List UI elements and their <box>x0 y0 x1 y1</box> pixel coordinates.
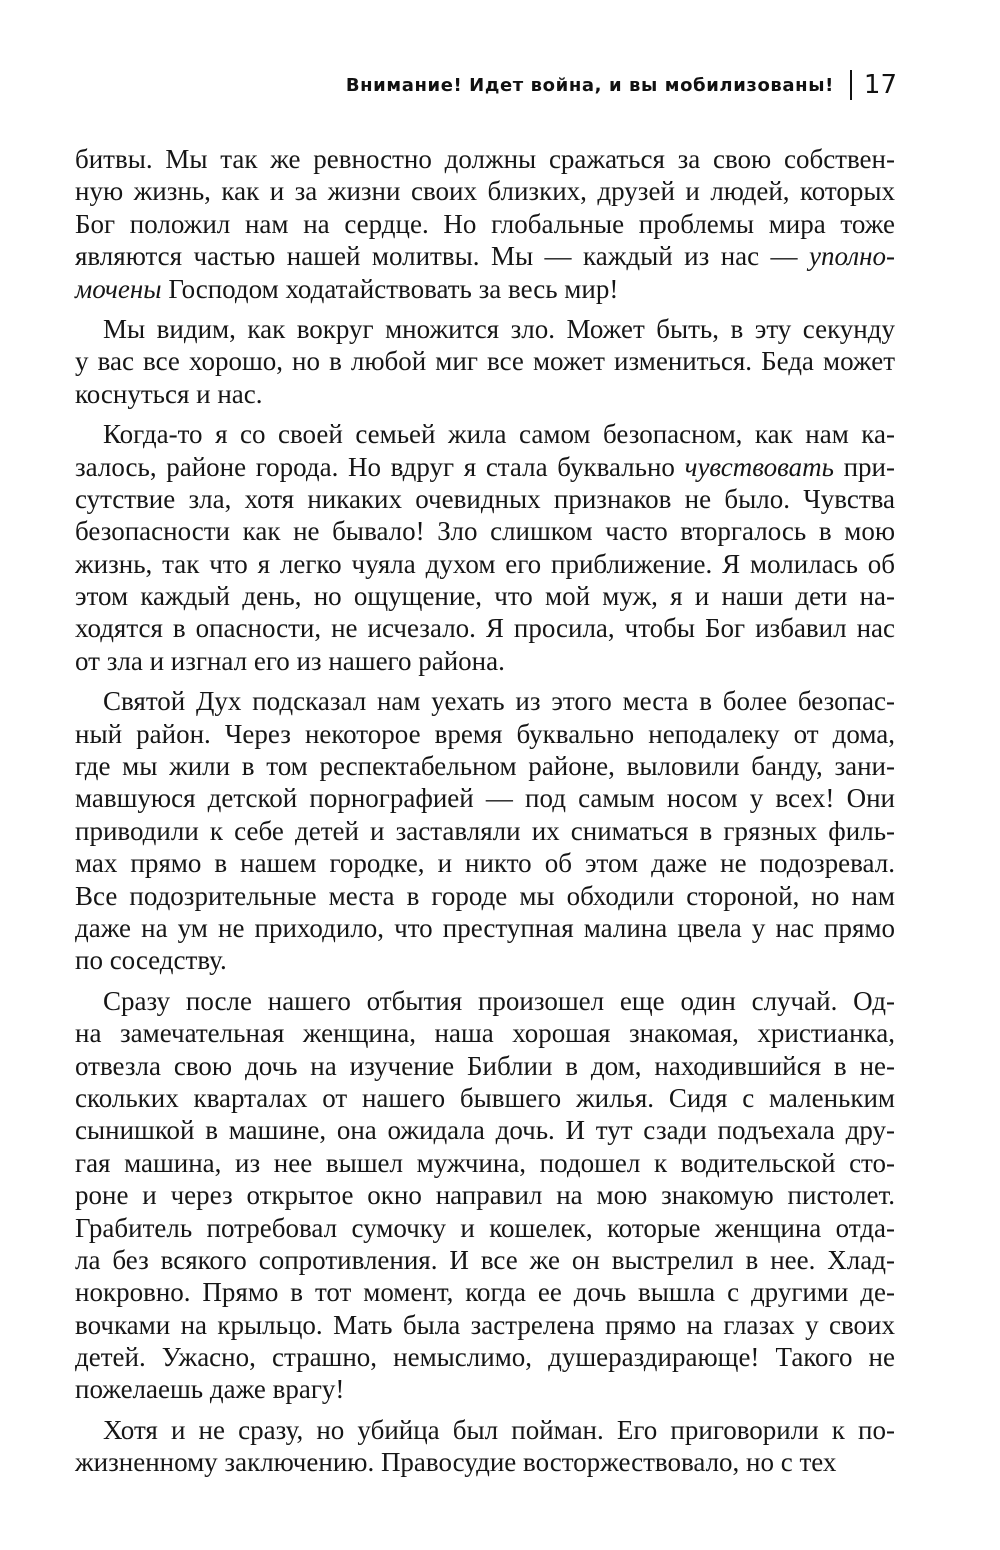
paragraph-gap <box>75 677 895 685</box>
text-line <box>75 1050 895 1082</box>
text-line <box>75 750 895 782</box>
text-line <box>75 815 895 847</box>
text-line <box>75 451 895 483</box>
page-number: 17 <box>863 70 897 100</box>
text-run: Хотя и не сразу, но убийца был пойман. Его приговорили к по- <box>103 1414 895 1445</box>
paragraph-gap <box>75 305 895 313</box>
text-line <box>75 782 895 814</box>
paragraph-gap <box>75 977 895 985</box>
text-run: Мы видим, как вокруг множится зло. Может быть, в эту секунду <box>103 313 895 344</box>
text-line <box>75 1309 895 1341</box>
text-run: даже на ум не приходило, что преступная малина цвела у нас прямо <box>75 912 895 943</box>
running-title: Внимание! Идет война, и вы мобилизованы! <box>345 74 834 96</box>
text-run: битвы. Мы так же ревностно должны сражаться за свою собствен- <box>75 144 895 174</box>
text-line <box>75 1114 895 1146</box>
text-line <box>75 143 895 175</box>
text-line <box>75 273 895 305</box>
paragraph <box>75 418 895 677</box>
text-run: ный район. Через некоторое время буквально неподалеку от дома, <box>75 718 895 749</box>
text-line <box>75 580 895 612</box>
text-run: приводили к себе детей и заставляли их сниматься в грязных филь- <box>75 815 895 846</box>
text-line <box>75 1373 895 1405</box>
text-line <box>75 515 895 547</box>
text-run: Грабитель потребовал сумочку и кошелек, которые женщина отда- <box>75 1212 895 1243</box>
text-run: по соседству. <box>75 945 227 976</box>
paragraph <box>75 143 895 305</box>
italic-run: чувствовать <box>684 451 834 482</box>
text-line <box>75 1244 895 1276</box>
text-line <box>75 612 895 644</box>
text-line <box>75 1341 895 1373</box>
text-line <box>75 912 895 944</box>
text-line <box>75 548 895 580</box>
paragraph-gap <box>75 1406 895 1414</box>
text-run: нокровно. Прямо в тот момент, когда ее дочь вышла с другими де- <box>75 1277 895 1308</box>
text-line <box>75 1414 895 1446</box>
text-line <box>75 345 895 377</box>
text-line <box>75 1179 895 1211</box>
text-run: жизненному заключению. Правосудие восторжествовало, но с тех <box>75 1447 837 1478</box>
text-run: вочками на крыльцо. Мать была застрелена прямо на глазах у своих <box>75 1309 895 1340</box>
paragraph <box>75 313 895 410</box>
text-run: пожелаешь даже врагу! <box>75 1374 345 1405</box>
text-run: коснуться и нас. <box>75 378 263 409</box>
paragraph-gap <box>75 410 895 418</box>
text-run: залось, районе города. Но вдруг я стала буквально <box>75 451 685 482</box>
text-run: у вас все хорошо, но в любой миг все может измениться. Беда может <box>75 346 895 377</box>
text-run: гая машина, из нее вышел мужчина, подошел к водительской сто- <box>75 1147 895 1178</box>
text-line <box>75 240 895 272</box>
text-line <box>75 483 895 515</box>
text-line <box>75 1276 895 1308</box>
text-run: жизнь, так что я легко чуяла духом его приближение. Я молилась об <box>75 548 895 579</box>
text-line <box>75 1147 895 1179</box>
text-run: сутствие зла, хотя никаких очевидных признаков не было. Чувства <box>75 483 895 514</box>
text-run: Бог положил нам на сердце. Но глобальные проблемы мира тоже <box>75 208 895 239</box>
text-line <box>75 880 895 912</box>
text-line <box>75 1017 895 1049</box>
text-line <box>75 418 895 450</box>
paragraph <box>75 985 895 1406</box>
text-line <box>75 378 895 410</box>
header-divider <box>850 70 852 100</box>
text-run: ходятся в опасности, не исчезало. Я просила, чтобы Бог избавил нас <box>75 613 895 644</box>
text-line <box>75 1082 895 1114</box>
text-run: этом каждый день, но ощущение, что мой муж, я и наши дети на- <box>75 581 895 612</box>
text-run: являются частью нашей молитвы. Мы — каждый из нас — <box>75 241 810 272</box>
text-line <box>75 718 895 750</box>
text-run: Господом ходатайствовать за весь мир! <box>161 273 619 304</box>
text-run: от зла и изгнал его из нашего района. <box>75 645 505 676</box>
text-run: детей. Ужасно, страшно, немыслимо, душераздирающе! Такого не <box>75 1342 895 1373</box>
text-line <box>75 1212 895 1244</box>
text-line <box>75 985 895 1017</box>
text-run: мавшуюся детской порнографией — под самым носом у всех! Они <box>75 783 895 814</box>
text-run: скольких кварталах от нашего бывшего жилья. Сидя с маленьким <box>75 1082 895 1113</box>
text-run: сынишкой в машине, она ожидала дочь. И тут сзади подъехала дру- <box>75 1115 895 1146</box>
text-line <box>75 175 895 207</box>
text-run: на замечательная женщина, наша хорошая знакомая, христианка, <box>75 1018 895 1049</box>
text-line <box>75 944 895 976</box>
text-run: Святой Дух подсказал нам уехать из этого места в более безопас- <box>103 686 895 717</box>
text-run: ную жизнь, как и за жизни своих близких, друзей и людей, которых <box>75 176 895 207</box>
text-run: Все подозрительные места в городе мы обходили стороной, но нам <box>75 880 895 911</box>
body-text <box>75 143 895 1479</box>
text-run: безопасности как не бывало! Зло слишком часто вторгалось в мою <box>75 516 895 547</box>
italic-run: уполно- <box>809 241 895 272</box>
text-line <box>75 685 895 717</box>
text-run: Сразу после нашего отбытия произошел еще один случай. Од- <box>103 985 895 1016</box>
text-line <box>75 313 895 345</box>
running-head <box>346 70 897 100</box>
text-run: отвезла свою дочь на изучение Библии в дом, находившийся в не- <box>75 1050 895 1081</box>
text-line <box>75 208 895 240</box>
italic-run: мочены <box>75 273 162 304</box>
text-run: мах прямо в нашем городке, и никто об этом даже не подозревал. <box>75 848 895 879</box>
text-line <box>75 645 895 677</box>
text-run: роне и через открытое окно направил на мою знакомую пистолет. <box>75 1180 895 1211</box>
text-line <box>75 1446 895 1478</box>
text-run: при- <box>833 451 895 482</box>
text-run: Когда-то я со своей семьей жила самом безопасном, как нам ка- <box>103 419 895 450</box>
text-run: где мы жили в том респектабельном районе, выловили банду, зани- <box>75 751 895 782</box>
paragraph <box>75 1414 895 1479</box>
paragraph <box>75 685 895 977</box>
text-run: ла без всякого сопротивления. И все же он выстрелил в нее. Хлад- <box>75 1244 895 1275</box>
text-line <box>75 847 895 879</box>
